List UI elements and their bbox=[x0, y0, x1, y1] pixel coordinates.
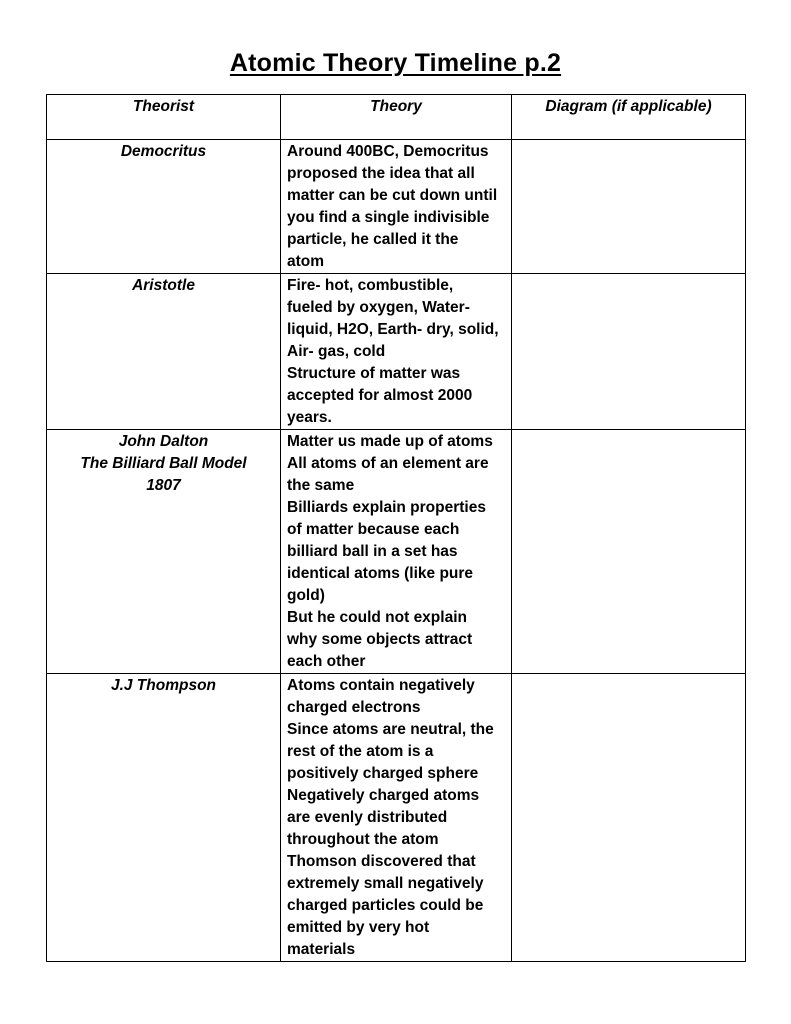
theory-line: extremely small negatively bbox=[287, 875, 484, 892]
timeline-table bbox=[46, 94, 746, 962]
theory-line: each other bbox=[287, 653, 366, 670]
theory-line: Negatively charged atoms bbox=[287, 787, 480, 804]
theory-cell bbox=[281, 674, 512, 962]
page-title: Atomic Theory Timeline p.2 bbox=[229, 49, 562, 77]
theory-line: particle, he called it the bbox=[287, 231, 459, 248]
theory-line: positively charged sphere bbox=[287, 765, 479, 782]
theory-line: Thomson discovered that bbox=[287, 853, 476, 870]
theory-line: throughout the atom bbox=[287, 831, 439, 848]
header-theory bbox=[281, 95, 512, 140]
theory-line: you find a single indivisible bbox=[287, 209, 490, 226]
theory-cell bbox=[281, 140, 512, 274]
theorist-name: J.J Thompson bbox=[110, 677, 217, 694]
theorist-name: Democritus bbox=[120, 143, 207, 160]
theorist-cell bbox=[47, 274, 281, 430]
theory-line: All atoms of an element are bbox=[287, 455, 489, 472]
theory-line: liquid, H2O, Earth- dry, solid, bbox=[287, 321, 499, 338]
theory-line: fueled by oxygen, Water- bbox=[287, 299, 470, 316]
theorist-name: John Dalton bbox=[118, 433, 209, 450]
theory-line: proposed the idea that all bbox=[287, 165, 475, 182]
table-body bbox=[47, 140, 746, 962]
theory-line: identical atoms (like pure bbox=[287, 565, 474, 582]
table-header bbox=[47, 95, 746, 140]
theory-line: Air- gas, cold bbox=[287, 343, 386, 360]
theorist-name: Aristotle bbox=[132, 277, 195, 294]
theory-line: charged particles could be bbox=[287, 897, 484, 914]
theory-line: are evenly distributed bbox=[287, 809, 448, 826]
theory-line: years. bbox=[287, 409, 332, 426]
header-row bbox=[47, 95, 746, 140]
theorist-year: 1807 bbox=[146, 477, 181, 494]
theorist-cell bbox=[47, 674, 281, 962]
table-row bbox=[47, 674, 746, 962]
header-diagram-label: Diagram (if applicable) bbox=[545, 98, 712, 115]
diagram-cell bbox=[512, 140, 746, 274]
theory-line: why some objects attract bbox=[287, 631, 473, 648]
table-row bbox=[47, 140, 746, 274]
theory-line: emitted by very hot bbox=[287, 919, 430, 936]
header-theorist-label: Theorist bbox=[132, 98, 195, 115]
theorist-model: The Billiard Ball Model bbox=[80, 455, 247, 472]
theory-line: rest of the atom is a bbox=[287, 743, 434, 760]
theory-line: atom bbox=[287, 253, 325, 270]
header-theorist bbox=[47, 95, 281, 140]
theory-line: billiard ball in a set has bbox=[287, 543, 458, 560]
theory-line: Atoms contain negatively bbox=[287, 677, 475, 694]
theory-line: But he could not explain bbox=[287, 609, 467, 626]
theory-line: materials bbox=[287, 941, 356, 958]
theory-line: the same bbox=[287, 477, 355, 494]
theory-line: gold) bbox=[287, 587, 325, 604]
theorist-cell bbox=[47, 430, 281, 674]
theory-line: Structure of matter was bbox=[287, 365, 461, 382]
theory-line: accepted for almost 2000 bbox=[287, 387, 473, 404]
header-diagram bbox=[512, 95, 746, 140]
theory-line: Around 400BC, Democritus bbox=[287, 143, 489, 160]
table-row bbox=[47, 274, 746, 430]
theory-line: Since atoms are neutral, the bbox=[287, 721, 494, 738]
theory-line: Matter us made up of atoms bbox=[287, 433, 493, 450]
header-theory-label: Theory bbox=[370, 98, 422, 115]
theory-line: charged electrons bbox=[287, 699, 421, 716]
theory-line: matter can be cut down until bbox=[287, 187, 498, 204]
theory-cell bbox=[281, 430, 512, 674]
diagram-cell bbox=[512, 674, 746, 962]
theorist-cell bbox=[47, 140, 281, 274]
diagram-cell bbox=[512, 430, 746, 674]
theory-line: Billiards explain properties bbox=[287, 499, 486, 516]
diagram-cell bbox=[512, 274, 746, 430]
theory-line: of matter because each bbox=[287, 521, 460, 538]
theory-line: Fire- hot, combustible, bbox=[287, 277, 454, 294]
theory-cell bbox=[281, 274, 512, 430]
table-row bbox=[47, 430, 746, 674]
